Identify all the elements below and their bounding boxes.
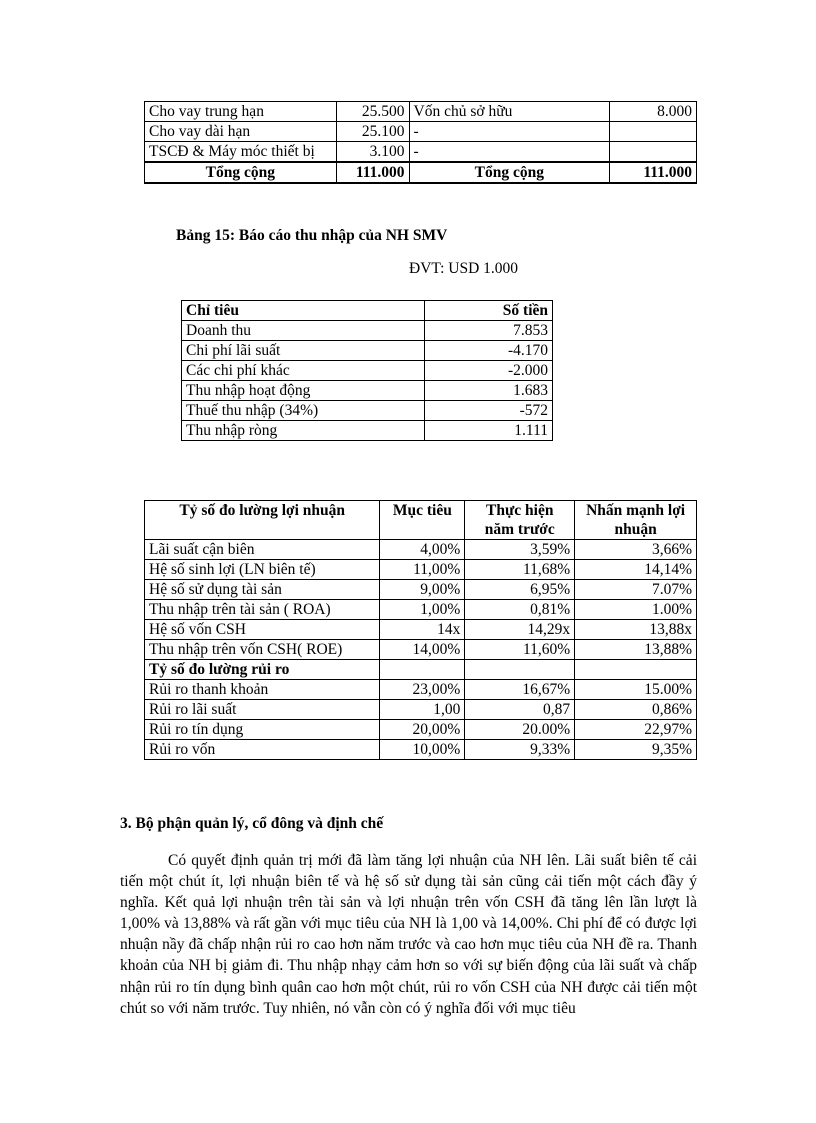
- body-paragraph: Có quyết định quản trị mới đã làm tăng lợi nhuận của NH lên. Lãi suất biên tế cải tiến một chút ít, lợi nhuận biên tế và hệ số sử dụng tài sản cũng cải tiến một cách đầy ý nghĩa. Kết quả lợi nhuận trên tài sản và lợi nhuận trên vốn CSH đã tăng lên lần lượt là 1,00% và 13,88% và rất gần với mục tiêu của NH là 1,00 và 14,00%. Chi phí để có được lợi nhuận nầy đã chấp nhận rủi ro cao hơn năm trước và cao hơn mục tiêu của NH đề ra. Thanh khoản của NH bị giảm đi. Thu nhập nhạy cảm hơn so với sự biến động của lãi suất và chấp nhận rủi ro tín dụng bình quân cao hơn một chút, rủi ro vốn CSH của NH được cải tiến một chút so với năm trước. Tuy nhiên, nó vẫn còn có ý nghĩa đối với mục tiêu: [120, 852, 697, 1017]
- row-value: [610, 122, 697, 142]
- table-row: [182, 361, 553, 381]
- row-value: 7.853: [425, 321, 553, 341]
- row-prior: 0,87: [465, 700, 575, 720]
- ratio-table: [144, 500, 697, 760]
- header-emphasis-line2: nhuận: [614, 521, 657, 538]
- table-row: [145, 640, 697, 660]
- row-emphasis: 9,35%: [575, 740, 697, 760]
- table-row: [145, 740, 697, 760]
- row-emphasis: 13,88%: [575, 640, 697, 660]
- row-value: 1.683: [425, 381, 553, 401]
- row-target: 9,00%: [380, 580, 465, 600]
- row-label: Thu nhập ròng: [182, 421, 425, 441]
- header-emphasis: [575, 501, 697, 540]
- table-row: [182, 401, 553, 421]
- table-row: [182, 421, 553, 441]
- row-label: Thu nhập trên tài sản ( ROA): [145, 600, 380, 620]
- income-unit-label: ĐVT: USD 1.000: [409, 260, 519, 277]
- row-label: Hệ số sinh lợi (LN biên tế): [145, 560, 380, 580]
- row-target: 10,00%: [380, 740, 465, 760]
- row-prior: 3,59%: [465, 540, 575, 560]
- row-value: 25.500: [336, 102, 409, 122]
- header-value: Số tiền: [425, 301, 553, 321]
- total-label: Tổng cộng: [409, 162, 610, 183]
- header-label: Chỉ tiêu: [182, 301, 425, 321]
- table-row: [182, 321, 553, 341]
- balance-table: [144, 101, 697, 184]
- row-emphasis: 15.00%: [575, 680, 697, 700]
- row-label: Cho vay trung hạn: [145, 102, 337, 122]
- table-header: [182, 301, 553, 321]
- row-label: Cho vay dài hạn: [145, 122, 337, 142]
- row-target: 23,00%: [380, 680, 465, 700]
- income-table-caption: Bảng 15: Báo cáo thu nhập của NH SMV: [176, 227, 448, 244]
- row-value: -572: [425, 401, 553, 421]
- header-label: Tỷ số đo lường lợi nhuận: [145, 501, 380, 540]
- row-label: Lãi suất cận biên: [145, 540, 380, 560]
- row-label: Thuế thu nhập (34%): [182, 401, 425, 421]
- row-label: Hệ số vốn CSH: [145, 620, 380, 640]
- table-row: [145, 122, 697, 142]
- row-value: [610, 142, 697, 163]
- row-label: Rủi ro vốn: [145, 740, 380, 760]
- row-label: -: [409, 122, 610, 142]
- table-row: [145, 600, 697, 620]
- total-label: Tổng cộng: [145, 162, 337, 183]
- row-prior: 6,95%: [465, 580, 575, 600]
- table-row: [145, 142, 697, 163]
- row-emphasis: 22,97%: [575, 720, 697, 740]
- risk-section-row: [145, 660, 697, 680]
- total-value: 111.000: [336, 162, 409, 183]
- row-prior: 14,29x: [465, 620, 575, 640]
- row-label: Rủi ro tín dụng: [145, 720, 380, 740]
- row-target: 14,00%: [380, 640, 465, 660]
- row-value: -2.000: [425, 361, 553, 381]
- row-emphasis: 13,88x: [575, 620, 697, 640]
- row-label: Rủi ro lãi suất: [145, 700, 380, 720]
- row-target: 11,00%: [380, 560, 465, 580]
- row-target: 4,00%: [380, 540, 465, 560]
- income-table: [181, 300, 553, 441]
- row-target: 1,00%: [380, 600, 465, 620]
- row-value: 1.111: [425, 421, 553, 441]
- table-row: [145, 700, 697, 720]
- row-label: Thu nhập trên vốn CSH( ROE): [145, 640, 380, 660]
- header-prior-line2: năm trước: [484, 521, 555, 538]
- table-row: [145, 102, 697, 122]
- row-label: Vốn chủ sở hữu: [409, 102, 610, 122]
- row-emphasis: 3,66%: [575, 540, 697, 560]
- row-label: -: [409, 142, 610, 163]
- row-prior: 11,60%: [465, 640, 575, 660]
- row-label: Các chi phí khác: [182, 361, 425, 381]
- row-target: 20,00%: [380, 720, 465, 740]
- section-heading: 3. Bộ phận quản lý, cổ đông và định chế: [120, 815, 384, 832]
- risk-section-label: Tỷ số đo lường rủi ro: [145, 660, 380, 680]
- table-row: [145, 580, 697, 600]
- row-value: 8.000: [610, 102, 697, 122]
- table-row: [145, 540, 697, 560]
- row-prior: 0,81%: [465, 600, 575, 620]
- row-prior: 9,33%: [465, 740, 575, 760]
- row-label: Thu nhập hoạt động: [182, 381, 425, 401]
- table-row: [182, 341, 553, 361]
- row-value: 3.100: [336, 142, 409, 163]
- table-header: [145, 501, 697, 540]
- row-label: TSCĐ & Máy móc thiết bị: [145, 142, 337, 163]
- row-emphasis: 0,86%: [575, 700, 697, 720]
- table-row: [182, 381, 553, 401]
- row-prior: 11,68%: [465, 560, 575, 580]
- header-target: Mục tiêu: [380, 501, 465, 540]
- row-value: 25.100: [336, 122, 409, 142]
- empty-cell: [380, 660, 465, 680]
- table-row: [145, 680, 697, 700]
- row-target: 14x: [380, 620, 465, 640]
- table-row: [145, 720, 697, 740]
- empty-cell: [465, 660, 575, 680]
- row-label: Rủi ro thanh khoản: [145, 680, 380, 700]
- row-prior: 20.00%: [465, 720, 575, 740]
- row-emphasis: 1.00%: [575, 600, 697, 620]
- table-row: [145, 620, 697, 640]
- table-row: [145, 560, 697, 580]
- empty-cell: [575, 660, 697, 680]
- header-prior: [465, 501, 575, 540]
- header-emphasis-line1: Nhấn mạnh lợi: [586, 502, 686, 519]
- row-label: Doanh thu: [182, 321, 425, 341]
- row-prior: 16,67%: [465, 680, 575, 700]
- header-prior-line1: Thực hiện: [486, 502, 554, 519]
- total-row: [145, 162, 697, 183]
- row-emphasis: 14,14%: [575, 560, 697, 580]
- row-emphasis: 7.07%: [575, 580, 697, 600]
- row-target: 1,00: [380, 700, 465, 720]
- total-value: 111.000: [610, 162, 697, 183]
- row-label: Hệ số sử dụng tài sản: [145, 580, 380, 600]
- row-label: Chi phí lãi suất: [182, 341, 425, 361]
- row-value: -4.170: [425, 341, 553, 361]
